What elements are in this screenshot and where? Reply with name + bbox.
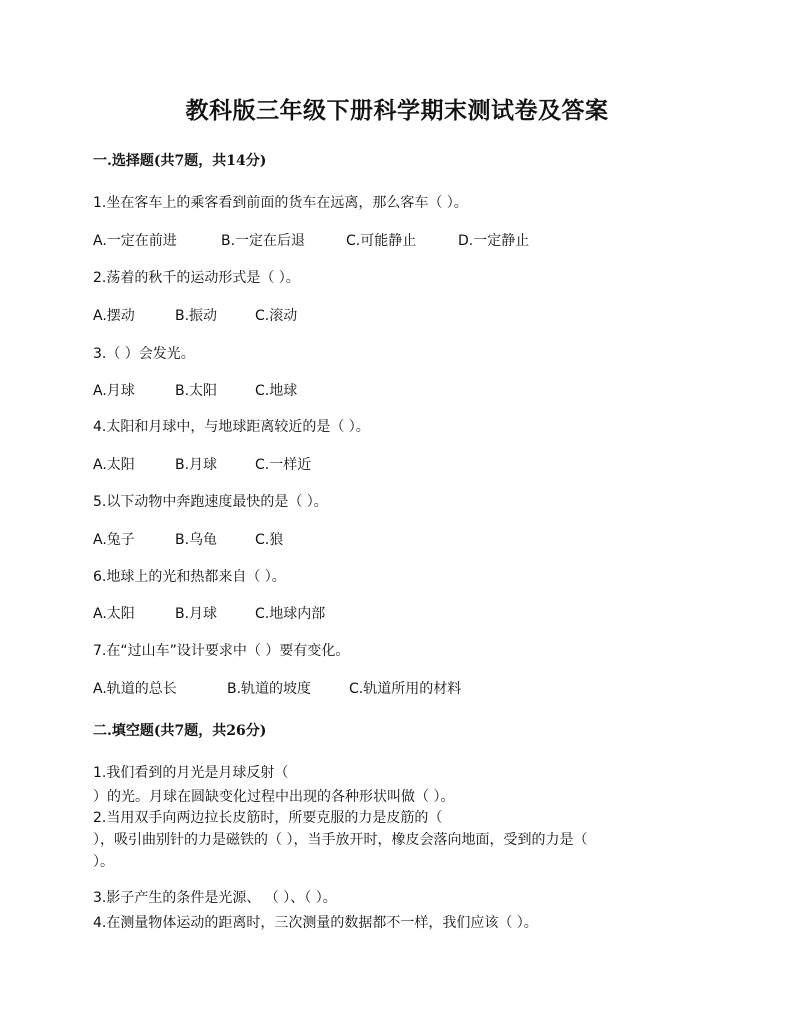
option: C.地球 xyxy=(255,383,298,399)
option: B.振动 xyxy=(175,308,218,324)
option: B.轨道的坡度 xyxy=(227,681,312,697)
option: C.滚动 xyxy=(255,308,298,324)
fill-blank-line: ），吸引曲别针的力是磁铁的（ ），当手放开时，橡皮会落向地面，受到的力是（ xyxy=(93,832,588,848)
question-options xyxy=(93,380,325,400)
option: A.太阳 xyxy=(93,457,135,473)
page-title: 教科版三年级下册科学期末测试卷及答案 xyxy=(185,97,609,124)
fill-blank-line: 2.当用双手向两边拉长皮筋时，所要克服的力是皮筋的（ xyxy=(93,810,443,826)
option: A.兔子 xyxy=(93,532,135,548)
option: B.一定在后退 xyxy=(221,233,306,249)
option: C.轨道所用的材料 xyxy=(349,681,462,697)
question-options xyxy=(93,603,353,623)
option: B.月球 xyxy=(175,457,218,473)
option: B.月球 xyxy=(175,606,218,622)
section-heading-fill-in-blank: 二.填空题(共7题，共26分) xyxy=(93,723,267,739)
question-stem: 4.太阳和月球中，与地球距离较近的是（ ）。 xyxy=(93,419,370,435)
question-stem: 1.坐在客车上的乘客看到前面的货车在远离，那么客车（ ）。 xyxy=(93,195,468,211)
question-options xyxy=(93,305,325,325)
question-stem: 5.以下动物中奔跑速度最快的是（ ）。 xyxy=(93,494,328,510)
section-heading-multiple-choice: 一.选择题(共7题，共14分) xyxy=(93,153,267,169)
option: A.月球 xyxy=(93,383,135,399)
option: B.太阳 xyxy=(175,383,218,399)
fill-blank-line: 4.在测量物体运动的距离时，三次测量的数据都不一样，我们应该（ ）。 xyxy=(93,915,538,931)
question-stem: 7.在“过山车”设计要求中（ ）要有变化。 xyxy=(93,643,350,659)
option: A.一定在前进 xyxy=(93,233,177,249)
question-options xyxy=(93,454,339,474)
option: D.一定静止 xyxy=(458,233,530,249)
option: C.地球内部 xyxy=(255,606,326,622)
question-stem: 2.荡着的秋千的运动形式是（ ）。 xyxy=(93,270,300,286)
question-options xyxy=(93,678,489,698)
fill-blank-line: 1.我们看到的月光是月球反射（ xyxy=(93,765,289,781)
option: A.摆动 xyxy=(93,308,135,324)
option: C.狼 xyxy=(255,532,284,548)
question-stem: 3.（ ）会发光。 xyxy=(93,346,195,362)
question-options xyxy=(93,230,557,250)
question-options xyxy=(93,529,311,549)
option: B.乌龟 xyxy=(175,532,218,548)
fill-blank-line: 3.影子产生的条件是光源、 （ ）、（ ）。 xyxy=(93,890,337,906)
fill-blank-line: ）的光。月球在圆缺变化过程中出现的各种形状叫做（ ）。 xyxy=(93,789,455,805)
option: C.一样近 xyxy=(255,457,312,473)
option: C.可能静止 xyxy=(346,233,417,249)
question-stem: 6.地球上的光和热都来自（ ）。 xyxy=(93,569,286,585)
fill-blank-line: ）。 xyxy=(93,854,114,870)
option: A.轨道的总长 xyxy=(93,681,177,697)
option: A.太阳 xyxy=(93,606,135,622)
